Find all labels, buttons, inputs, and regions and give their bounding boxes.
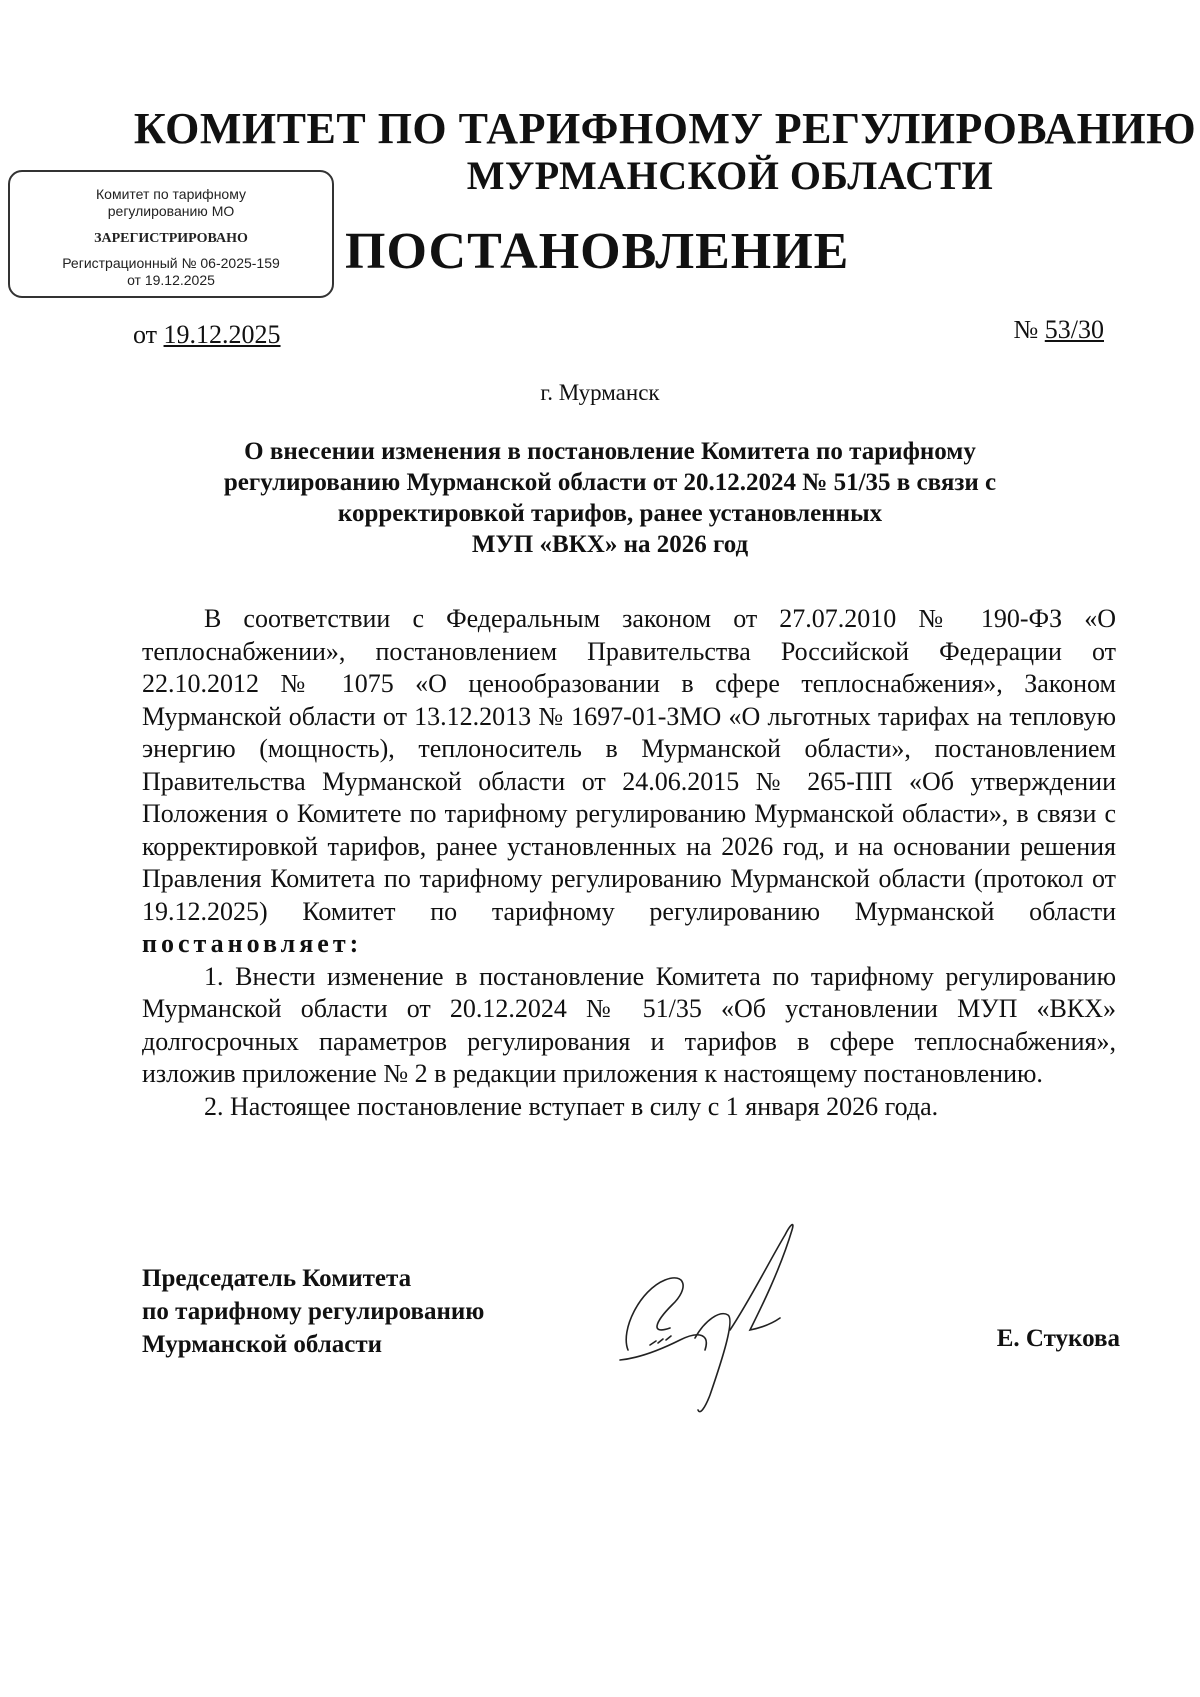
document-number <box>1013 315 1104 345</box>
signatory-name: Е. Стукова <box>996 1325 1120 1352</box>
position-line2: по тарифному регулированию <box>142 1298 485 1325</box>
title-line4: МУП «ВКХ» на 2026 год <box>471 531 749 558</box>
stamp-reg-number: Регистрационный № 06-2025-159 <box>62 255 280 271</box>
document-body <box>142 603 1116 1123</box>
preamble-text: В соответствии с Федеральным законом от 27.07.2010 № 190-ФЗ «О теплоснабжении», постановлением Правительства Российской Федерации от 22.10.2012 № 1075 «О ценообразовании в сфере теплоснабжения», Законом Мурманской области от 13.12.2013 № 1697-01-ЗМО «О льготных тарифах на тепловую энергию (мощность), теплоноситель в Мурманской области», постановлением Правительства Мурманской области от 24.06.2015 № 265-ПП «Об утверждении Положения о Комитете по тарифному регулированию Мурманской области», в связи с корректировкой тарифов, ранее установленных на 2026 год, и на основании решения Правления Комитета по тарифному регулированию Мурманской области (протокол от 19.12.2025) Комитет по тарифному регулированию Мурманской области <box>142 604 1116 926</box>
number-value: 53/30 <box>1044 315 1104 344</box>
org-name-line2: МУРМАНСКОЙ ОБЛАСТИ <box>466 153 994 198</box>
date-prefix: от <box>133 320 158 349</box>
position-line3: Мурманской области <box>142 1331 383 1358</box>
stamp-line2: регулированию МО <box>107 203 235 219</box>
item-1: 1. Внести изменение в постановление Комитета по тарифному регулированию Мурманской области от 20.12.2024 № 51/35 «Об установлении МУП «ВКХ» долгосрочных параметров регулирования и тарифов в сфере теплоснабжения», изложив приложение № 2 в редакции приложения к настоящему постановлению. <box>142 961 1116 1088</box>
resolves-word: постановляет: <box>142 929 363 958</box>
stamp-reg-date: от 19.12.2025 <box>127 272 215 288</box>
document-date <box>133 320 281 350</box>
stamp-status: ЗАРЕГИСТРИРОВАНО <box>94 231 248 246</box>
item-2: 2. Настоящее постановление вступает в силу с 1 января 2026 года. <box>204 1091 939 1121</box>
document-title <box>160 436 1060 560</box>
preamble-paragraph <box>142 603 1116 961</box>
handwritten-signature <box>610 1210 830 1420</box>
title-line1: О внесении изменения в постановление Комитета по тарифному <box>244 438 976 465</box>
number-prefix: № <box>1013 315 1039 344</box>
registration-stamp <box>8 170 334 298</box>
document-type: ПОСТАНОВЛЕНИЕ <box>345 223 850 280</box>
signatory-position <box>142 1262 484 1361</box>
position-line1: Председатель Комитета <box>142 1265 412 1292</box>
org-name-line1: КОМИТЕТ ПО ТАРИФНОМУ РЕГУЛИРОВАНИЮ <box>133 104 1197 153</box>
stamp-line1: Комитет по тарифному <box>96 186 246 202</box>
title-line2: регулированию Мурманской области от 20.12.2024 № 51/35 в связи с <box>223 469 997 496</box>
date-value: 19.12.2025 <box>163 320 281 349</box>
city: г. Мурманск <box>540 380 660 405</box>
title-line3: корректировкой тарифов, ранее установленных <box>337 500 883 527</box>
